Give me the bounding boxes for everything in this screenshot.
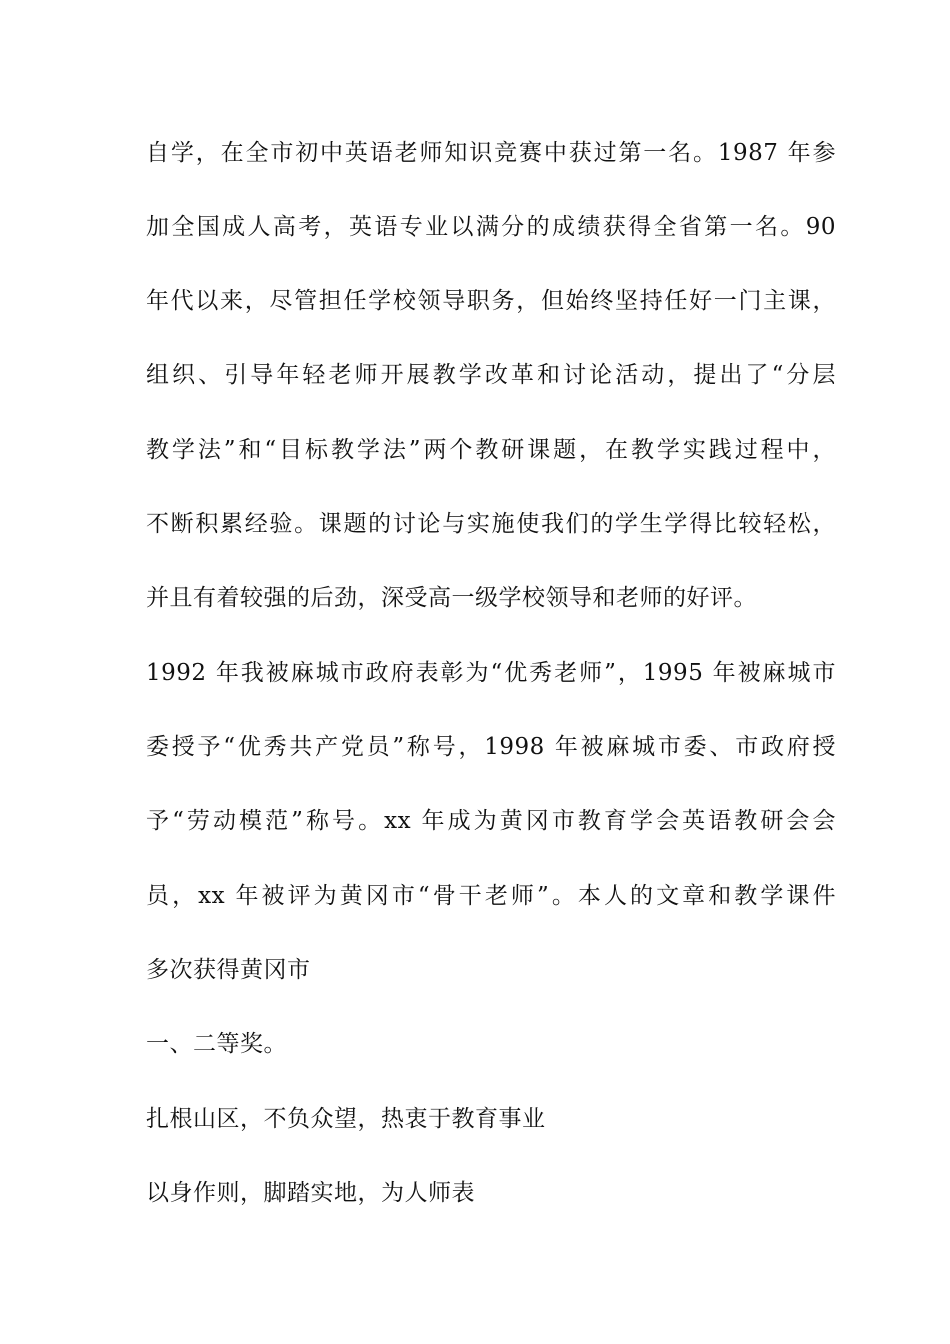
heading-line: 以身作则，脚踏实地，为人师表 bbox=[146, 1180, 475, 1206]
paragraph-line: 并且有着较强的后劲，深受高一级学校领导和老师的好评。 bbox=[146, 585, 757, 611]
paragraph-line: 予“劳动模范”称号。xx 年成为黄冈市教育学会英语教研会会 bbox=[146, 808, 836, 834]
paragraph-line: 加全国成人高考，英语专业以满分的成绩获得全省第一名。90 bbox=[146, 214, 836, 240]
paragraph-line: 不断积累经验。课题的讨论与实施使我们的学生学得比较轻松， bbox=[146, 511, 836, 537]
heading-line: 扎根山区，不负众望，热衷于教育事业 bbox=[146, 1106, 546, 1132]
paragraph-line: 1992 年我被麻城市政府表彰为“优秀老师”，1995 年被麻城市 bbox=[146, 660, 836, 686]
paragraph-line: 委授予“优秀共产党员”称号，1998 年被麻城市委、市政府授 bbox=[146, 734, 836, 760]
paragraph-line: 自学，在全市初中英语老师知识竞赛中获过第一名。1987 年参 bbox=[146, 140, 836, 166]
paragraph-line: 一、二等奖。 bbox=[146, 1031, 287, 1057]
paragraph-line: 员，xx 年被评为黄冈市“骨干老师”。本人的文章和教学课件 bbox=[146, 883, 836, 909]
paragraph-line: 年代以来，尽管担任学校领导职务，但始终坚持任好一门主课， bbox=[146, 288, 836, 314]
paragraph-line: 多次获得黄冈市 bbox=[146, 957, 311, 983]
paragraph-line: 教学法”和“目标教学法”两个教研课题，在教学实践过程中， bbox=[146, 437, 836, 463]
paragraph-line: 组织、引导年轻老师开展教学改革和讨论活动，提出了“分层 bbox=[146, 362, 836, 388]
